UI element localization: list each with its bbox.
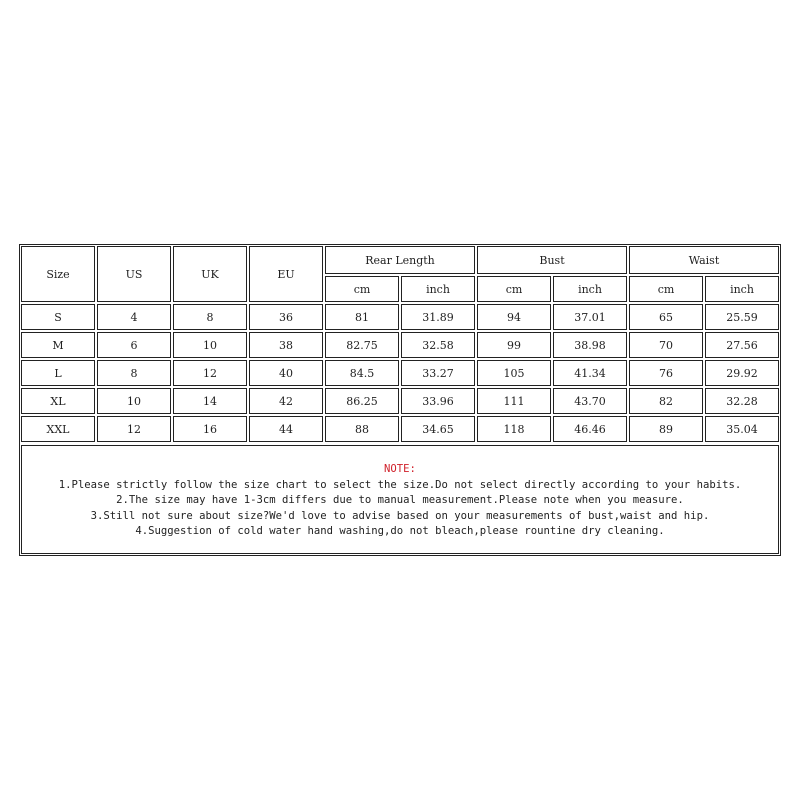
table-cell: 25.59	[705, 304, 779, 330]
table-cell: 33.27	[401, 360, 475, 386]
table-cell: 43.70	[553, 388, 627, 414]
notes-section	[21, 445, 779, 554]
table-cell: 10	[97, 388, 171, 414]
size-chart	[19, 244, 781, 556]
table-cell: 6	[97, 332, 171, 358]
note-line-2: 2.The size may have 1-3cm differs due to manual measurement.Please note when you measure.	[116, 494, 684, 506]
table-cell: M	[21, 332, 95, 358]
header-unit-inch: inch	[401, 276, 475, 302]
table-cell: 10	[173, 332, 247, 358]
note-line-3: 3.Still not sure about size?We'd love to advise based on your measurements of bust,waist and hip.	[90, 509, 710, 522]
table-cell: 37.01	[553, 304, 627, 330]
table-cell: 86.25	[325, 388, 399, 414]
table-cell: 33.96	[401, 388, 475, 414]
header-unit-cm: cm	[629, 276, 703, 302]
table-cell: 42	[249, 388, 323, 414]
table-cell: 111	[477, 388, 551, 414]
table-cell: 27.56	[705, 332, 779, 358]
table-cell: 34.65	[401, 416, 475, 442]
table-cell: 81	[325, 304, 399, 330]
table-cell: 70	[629, 332, 703, 358]
header-size: Size	[21, 246, 95, 302]
header-unit-cm: cm	[325, 276, 399, 302]
table-cell: 4	[97, 304, 171, 330]
header-unit-inch: inch	[705, 276, 779, 302]
table-cell: 46.46	[553, 416, 627, 442]
notes-title: NOTE:	[384, 463, 416, 475]
table-cell: S	[21, 304, 95, 330]
table-cell: 16	[173, 416, 247, 442]
table-cell: 32.28	[705, 388, 779, 414]
table-cell: 38	[249, 332, 323, 358]
table-cell: 12	[173, 360, 247, 386]
table-cell: 14	[173, 388, 247, 414]
table-cell: 89	[629, 416, 703, 442]
table-cell: 88	[325, 416, 399, 442]
table-cell: 84.5	[325, 360, 399, 386]
table-cell: 36	[249, 304, 323, 330]
table-cell: 31.89	[401, 304, 475, 330]
note-line-4: 4.Suggestion of cold water hand washing,do not bleach,please rountine dry cleaning.	[135, 525, 665, 537]
table-cell: 82	[629, 388, 703, 414]
table-cell: 40	[249, 360, 323, 386]
table-cell: 65	[629, 304, 703, 330]
table-cell: 32.58	[401, 332, 475, 358]
header-us: US	[97, 246, 171, 302]
header-eu: EU	[249, 246, 323, 302]
table-cell: XXL	[21, 416, 95, 442]
table-cell: 41.34	[553, 360, 627, 386]
table-cell: 82.75	[325, 332, 399, 358]
table-cell: 38.98	[553, 332, 627, 358]
table-cell: 29.92	[705, 360, 779, 386]
header-rear-length: Rear Length	[325, 246, 475, 274]
table-cell: 76	[629, 360, 703, 386]
table-cell: 105	[477, 360, 551, 386]
size-table	[20, 245, 780, 445]
table-cell: 44	[249, 416, 323, 442]
table-cell: 118	[477, 416, 551, 442]
table-cell: 12	[97, 416, 171, 442]
table-cell: 35.04	[705, 416, 779, 442]
table-cell: XL	[21, 388, 95, 414]
table-cell: 8	[173, 304, 247, 330]
table-cell: 99	[477, 332, 551, 358]
header-waist: Waist	[629, 246, 779, 274]
note-line-1: 1.Please strictly follow the size chart to select the size.Do not select directly according to your habits.	[58, 478, 742, 491]
header-unit-inch: inch	[553, 276, 627, 302]
header-uk: UK	[173, 246, 247, 302]
header-unit-cm: cm	[477, 276, 551, 302]
table-cell: 94	[477, 304, 551, 330]
table-cell: 8	[97, 360, 171, 386]
header-bust: Bust	[477, 246, 627, 274]
table-cell: L	[21, 360, 95, 386]
